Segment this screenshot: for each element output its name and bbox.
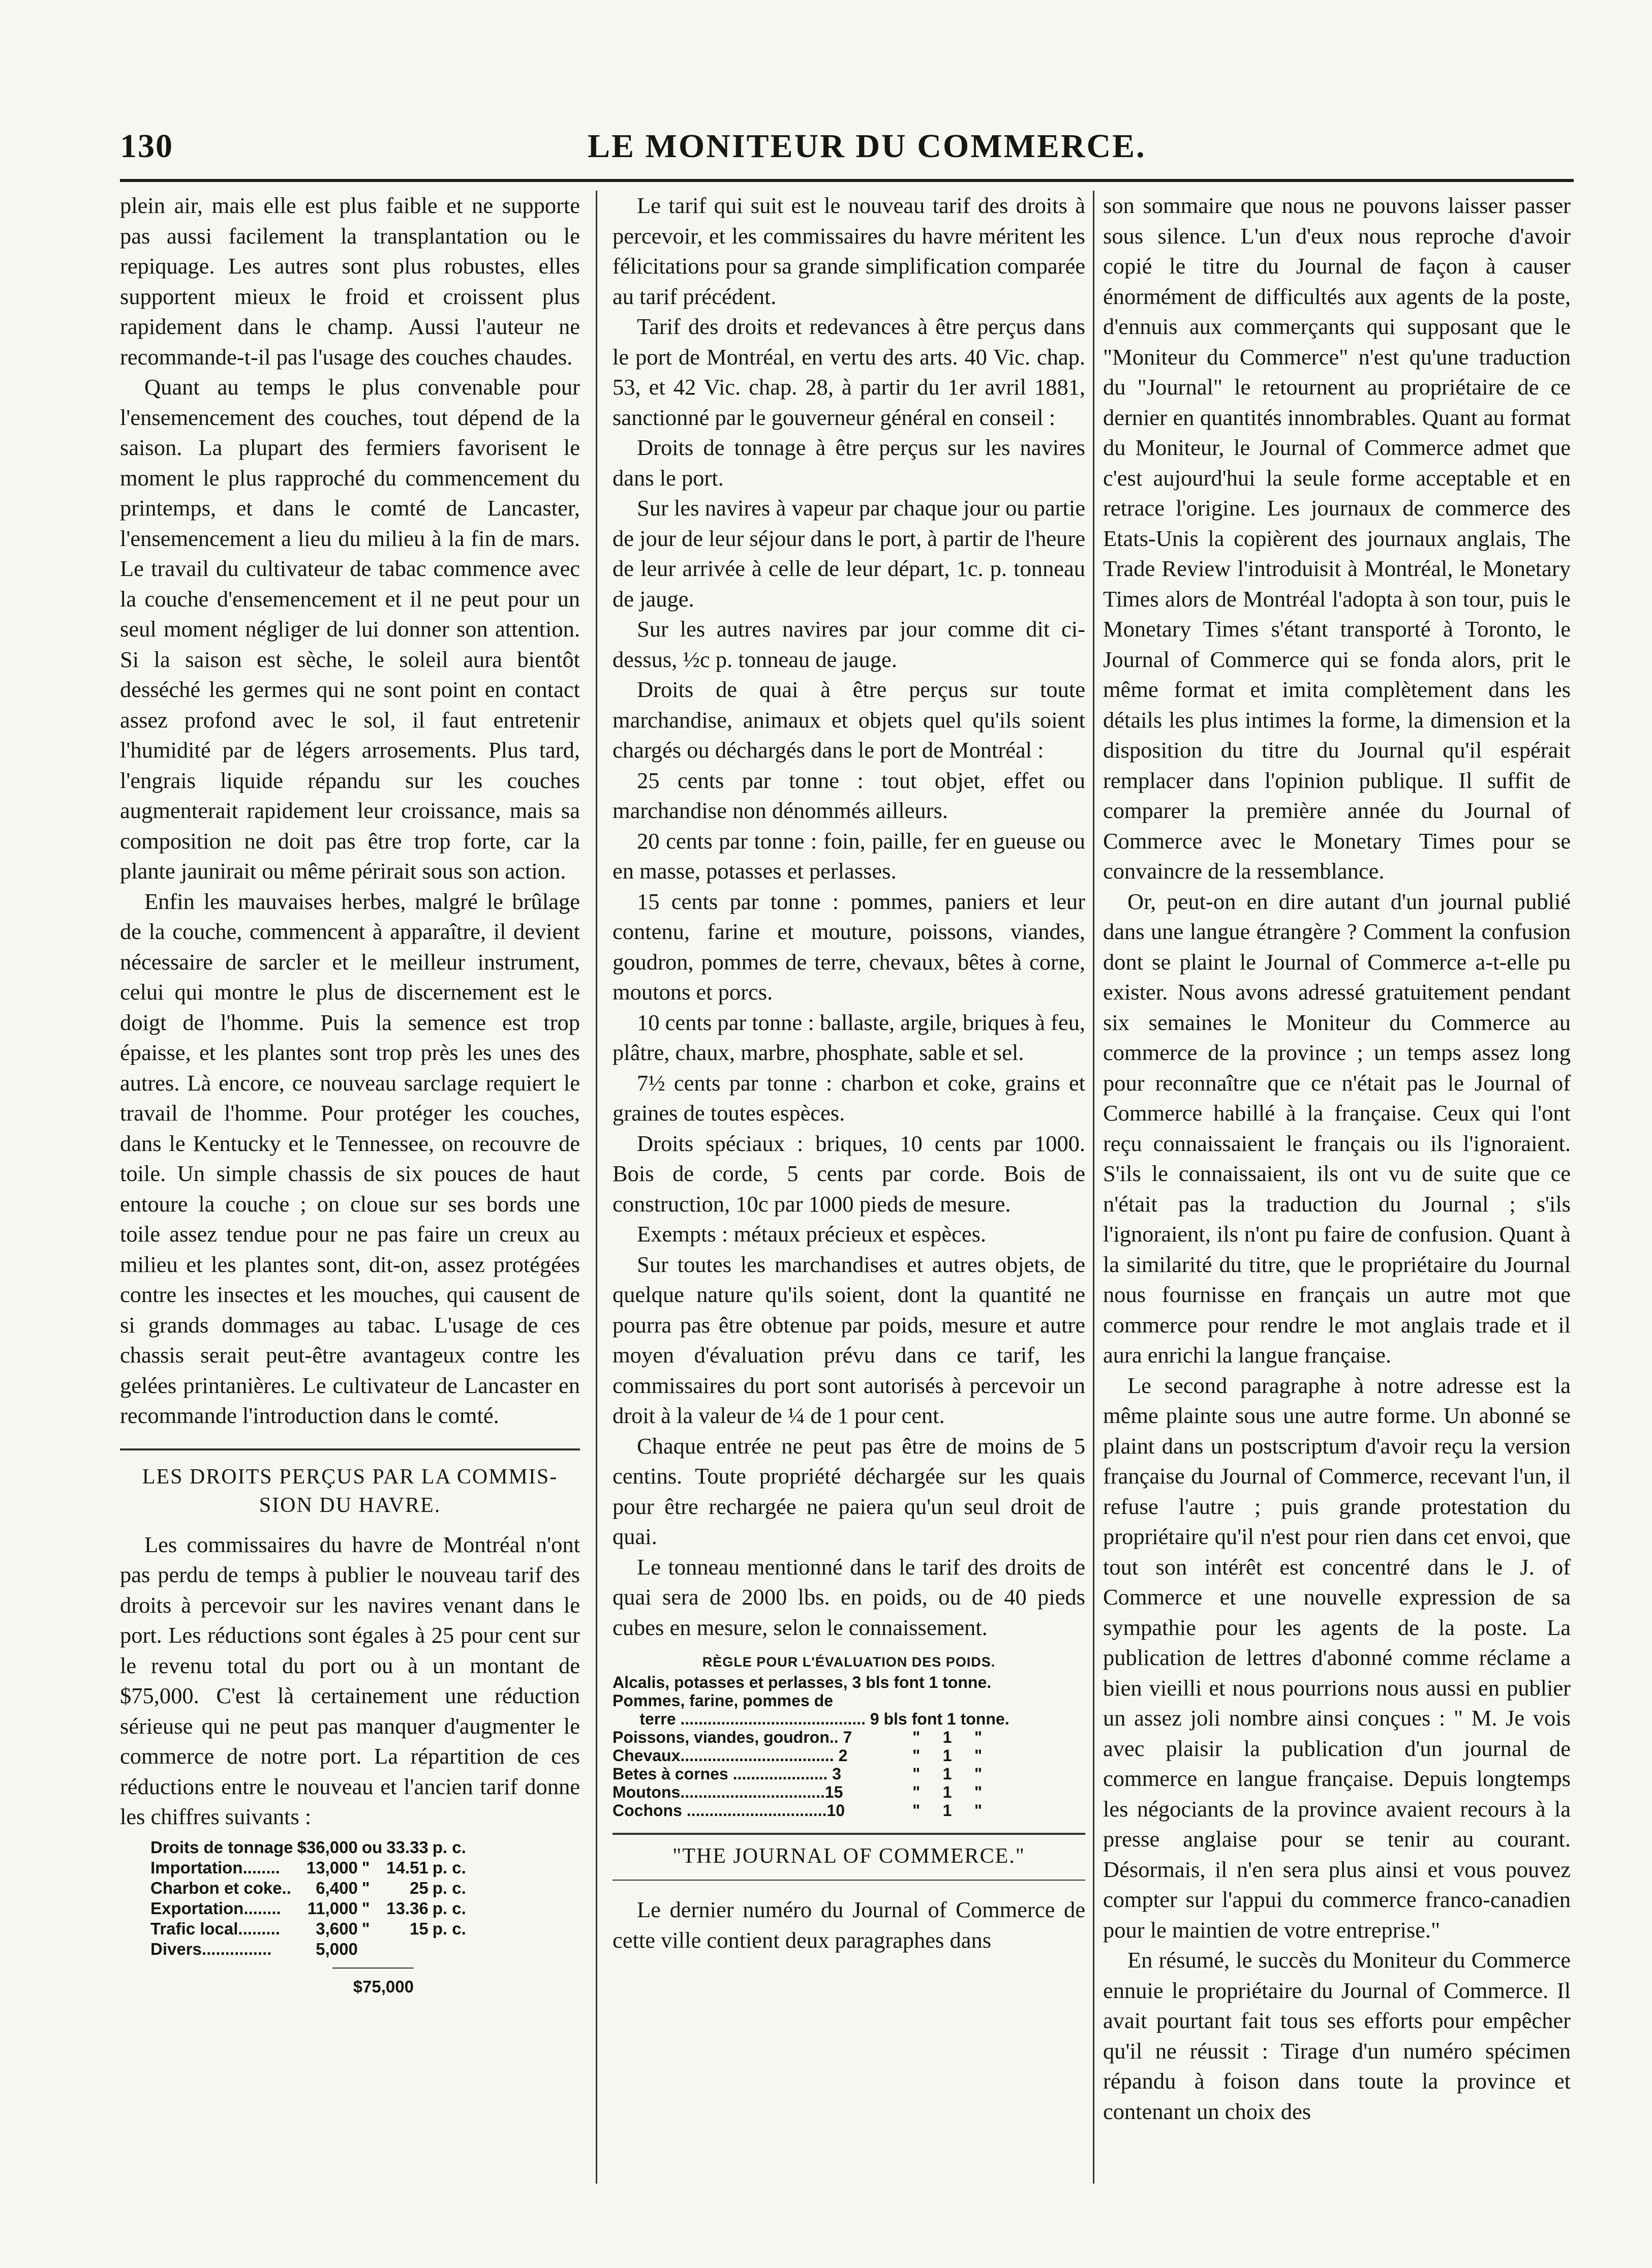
row-ou: ou (361, 1837, 383, 1857)
column-1 (120, 191, 580, 2184)
section-title-journal: "THE JOURNAL OF COMMERCE." (613, 1833, 1085, 1881)
paragraph: Les commissaires du havre de Montréal n'ont pas perdu de temps à publier le nouveau tarif des droits à percevoir sur les navires venant dans le port. Les réductions sont égales à 25 pour cent sur le revenu total du port ou à un montant de $75,000. C'est là certainement une réduction sérieuse qui ne peut pas manquer d'augmenter le commerce de notre port. La répartition de ces réductions entre le nouveau et l'ancien tarif donne les chiffres suivants : (120, 1531, 580, 1829)
weights-item: Betes à cornes ..................... 3 (613, 1765, 841, 1783)
row-pct: 14.51 (386, 1858, 429, 1877)
paragraph: Le dernier numéro du Journal of Commerce de cette ville contient deux paragraphes dans (613, 1897, 1085, 1953)
paragraph: En résumé, le succès du Moniteur du Commerce ennuie le propriétaire du Journal of Commerce. Il avait pourtant fait tous ses efforts pour empêcher qu'il ne réussit : Tirage d'un numéro spécimen répandu à foison dans toute la province et contenant un choix des (1103, 1947, 1571, 2124)
revenue-table (150, 1837, 470, 1959)
row-amount: 6,400 (316, 1878, 358, 1897)
weights-ratio: " 1 " (912, 1765, 983, 1783)
paragraph: 7½ cents par tonne : charbon et coke, grains et graines de toutes espèces. (613, 1070, 1085, 1126)
paragraph: Or, peut-on en dire autant d'un journal publié dans une langue étrangère ? Comment la confusion dont se plaint le Journal of Commerce a-t-elle pu exister. Nous avons adressé gratuitement pendant six semaines le Moniteur du Commerce au commerce de la province ; un temps assez long pour reconnaître que ce n'était pas le Journal of Commerce habillé à la française. Ceux qui l'ont reçu connaissaient le français ou ils l'ignoraient. S'ils le connaissaient, ils ont vu de suite que ce n'était pas la traduction du Journal ; s'ils l'ignoraient, ils n'ont pu faire de confusion. Quant à la similarité du titre, que le propriétaire du Journal nous fournisse en français un autre mot que commerce pour rendre le mot anglais trade et il aura enrichi la langue française. (1103, 888, 1571, 1368)
weights-ratio: " 1 " (912, 1801, 983, 1820)
row-label: Divers............... (150, 1939, 272, 1958)
section-title-line: SION DU HAVRE. (259, 1493, 441, 1517)
weights-title: RÈGLE POUR L'ÉVALUATION DES POIDS. (702, 1654, 996, 1670)
table-row (150, 1919, 470, 1939)
weights-item: terre ......................................... 9 bls font 1 tonne. (613, 1710, 1009, 1728)
row-unit (433, 1939, 470, 1959)
weights-table (613, 1653, 1085, 1820)
row-ou (362, 1939, 386, 1959)
row-ou: " (361, 1858, 370, 1877)
row-unit: p. c. (432, 1878, 466, 1897)
weights-item: Poissons, viandes, goudron.. 7 (613, 1728, 852, 1746)
paragraph: Droits de tonnage à être perçus sur les navires dans le port. (613, 435, 1085, 491)
section-title-line: LES DROITS PERÇUS PAR LA COMMIS- (142, 1465, 558, 1489)
weights-row (613, 1765, 1085, 1783)
table-row (150, 1858, 470, 1878)
row-pct: 13.36 (386, 1898, 429, 1918)
weights-item: Pommes, farine, pommes de (613, 1691, 833, 1710)
table-row (150, 1837, 470, 1858)
row-pct: 33.33 (386, 1837, 429, 1857)
table-row (150, 1898, 470, 1919)
paragraph: Quant au temps le plus convenable pour l'ensemencement des couches, tout dépend de la saison. La plupart des fermiers favorisent le moment le plus rapproché du commencement du printemps, et dans le comté de Lancaster, l'ensemencement a lieu du milieu à la fin de mars. Le travail du cultivateur de tabac commence avec la couche d'ensemencement et il ne peut pour un seul moment négliger de lui donner son attention. Si la saison est sèche, le soleil aura bientôt desséché les germes qui ne sont point en contact assez profond avec le sol, il faut entretenir l'humidité par de légers arrosements. Plus tard, l'engrais liquide répandu sur les couches augmenterait rapidement leur croissance, mais sa composition ne doit pas être trop forte, car la plante jaunirait ou même périrait sous son action. (120, 374, 580, 884)
paragraph: plein air, mais elle est plus faible et ne supporte pas aussi facilement la transplantation ou le repiquage. Les autres sont plus robustes, elles supportent mieux le froid et croissent plus rapidement dans le champ. Aussi l'auteur ne recommande-t-il pas l'usage des couches chaudes. (120, 193, 580, 370)
column-3 (1103, 191, 1571, 2184)
row-pct (386, 1939, 433, 1959)
journal-title: LE MONITEUR DU COMMERCE. (588, 128, 1146, 165)
weights-ratio: " 1 " (912, 1783, 983, 1801)
paragraph: Le second paragraphe à notre adresse est la même plainte sous une autre forme. Un abonné se plaint dans un postscriptum d'avoir reçu la version française du Journal of Commerce, recevant l'un, il refuse l'autre ; puis grande protestation du propriétaire qu'il n'est pour rien dans cet envoi, que tout son intérêt est concentré dans le J. of Commerce et une nouvelle expression de sa sympathie pour les agents de la poste. La publication de lettres d'abonné comme réclame a bien vieilli et nous pourrions nous aussi en publier un assez joli nombre ainsi conçues : " M. Je vois avec plaisir la publication d'un journal de commerce en langue française. Depuis longtemps les négociants de la province avaient recours à la presse anglaise pour se tenir au courant. Désormais, il n'en sera plus ainsi et vous pouvez compter sur l'appui du commerce franco-canadien pour le maintien de votre entreprise." (1103, 1372, 1571, 1943)
paragraph: Enfin les mauvaises herbes, malgré le brûlage de la couche, commencent à apparaître, il devient nécessaire de sarcler et le meilleur instrument, celui qui montre le plus de discernement est le doigt de l'homme. Puis la semence est trop épaisse, et les plantes sont trop près les unes des autres. Là encore, ce nouveau sarclage requiert le travail de l'homme. Pour protéger les couches, dans le Kentucky et le Tennessee, on recouvre de toile. Un simple chassis de six pouces de haut entoure la couche ; on cloue sur ses bords une toile assez tendue pour ne pas faire un creux au milieu et les plantes sont, dit-on, assez protégées contre les insectes et les mouches, qui causent de si grands dommages au tabac. L'usage de ces chassis serait peut-être avantageux contre les gelées printanières. Le cultivateur de Lancaster en recommande l'introduction dans le comté. (120, 888, 580, 1428)
paragraph: 25 cents par tonne : tout objet, effet ou marchandise non dénommés ailleurs. (613, 767, 1085, 823)
row-label: Charbon et coke.. (150, 1878, 291, 1897)
paragraph: 15 cents par tonne : pommes, paniers et leur contenu, farine et mouture, poissons, viandes, goudron, pommes de terre, chevaux, bêtes à corne, moutons et porcs. (613, 888, 1085, 1005)
row-ou: " (361, 1919, 370, 1938)
row-pct: 15 (410, 1919, 429, 1938)
weights-row (613, 1783, 1085, 1801)
row-amount: $36,000 (297, 1837, 358, 1857)
weights-ratio: " 1 " (912, 1746, 983, 1765)
row-amount: 5,000 (316, 1939, 358, 1958)
weights-item: Chevaux.................................. 2 (613, 1746, 848, 1765)
paragraph: son sommaire que nous ne pouvons laisser passer sous silence. L'un d'eux nous reproche d'avoir copié le titre du Journal de façon à causer énormément de difficultés aux agents de la poste, d'ennuis aux commerçants qui supposant que le "Moniteur du Commerce" n'est qu'une traduction du "Journal" le retournent au propriétaire de ce dernier en quantités innombrables. Quant au format du Moniteur, le Journal of Commerce admet que c'est aujourd'hui la seule forme acceptable et en retrace l'origine. Les journaux de commerce des Etats-Unis la copièrent des journaux anglais, The Trade Review l'introduisit à Montréal, le Monetary Times alors de Montréal l'adopta à son tour, puis le Monetary Times s'étant transporté à Toronto, le Journal of Commerce qui se fonda alors, prit le même format et imita complètement dans les détails les plus intimes la forme, la dimension et la disposition du titre du Journal qu'il espérait remplacer dans l'opinion publique. Il suffit de comparer la première année du Journal of Commerce avec le Monetary Times pour se convaincre de la ressemblance. (1103, 193, 1571, 884)
weights-ratio: " 1 " (912, 1728, 983, 1746)
column-divider (1093, 191, 1094, 2184)
weights-row (613, 1673, 1085, 1691)
paragraph: 10 cents par tonne : ballaste, argile, briques à feu, plâtre, chaux, marbre, phosphate, sable et sel. (613, 1009, 1085, 1065)
row-amount: 11,000 (307, 1898, 358, 1918)
weights-row (613, 1691, 1085, 1710)
paragraph: Droits spéciaux : briques, 10 cents par 1000. Bois de corde, 5 cents par corde. Bois de construction, 10c par 1000 pieds de mesure. (613, 1130, 1085, 1217)
paragraph: Sur les autres navires par jour comme dit ci-dessus, ½c p. tonneau de jauge. (613, 616, 1085, 672)
row-amount: 3,600 (316, 1919, 358, 1938)
row-pct: 25 (410, 1878, 429, 1897)
paragraph: Exempts : métaux précieux et espèces. (637, 1221, 987, 1247)
table-row (150, 1939, 470, 1959)
paragraph: Sur les navires à vapeur par chaque jour ou partie de jour de leur séjour dans le port, à partir de l'heure de leur arrivée à celle de leur départ, 1c. p. tonneau de jauge. (613, 495, 1085, 612)
paragraph: Droits de quai à être perçus sur toute marchandise, animaux et objets quel qu'ils soient chargés ou déchargés dans le port de Montréal : (613, 677, 1085, 763)
row-label: Trafic local......... (150, 1919, 280, 1938)
section-title-droits (120, 1448, 580, 1520)
paragraph: 20 cents par tonne : foin, paille, fer en gueuse ou en masse, potasses et perlasses. (613, 828, 1085, 884)
weights-row (613, 1710, 1085, 1728)
weights-item: Moutons................................15 (613, 1783, 843, 1801)
weights-item: Cochons ...............................10 (613, 1801, 845, 1820)
paragraph: Sur toutes les marchandises et autres objets, de quelque nature qu'ils soient, dont la quantité ne pourra pas être obtenue par poids, mesure et autre moyen d'évaluation prévu dans ce tarif, les commissaires du port sont autorisés à percevoir un droit à la valeur de ¼ de 1 pour cent. (613, 1251, 1085, 1428)
row-unit: p. c. (432, 1858, 466, 1877)
paragraph: Chaque entrée ne peut pas être de moins de 5 centins. Toute propriété déchargée sur les quais pour être rechargée ne paiera qu'un seul droit de quai. (613, 1433, 1085, 1549)
page-header (120, 127, 1574, 178)
weights-item: Alcalis, potasses et perlasses, 3 bls font 1 tonne. (613, 1673, 992, 1691)
weights-row (613, 1728, 1085, 1746)
row-ou: " (361, 1878, 370, 1897)
row-label: Importation........ (150, 1858, 280, 1877)
row-unit: p. c. (432, 1898, 466, 1918)
table-row (150, 1878, 470, 1898)
row-unit: p. c. (432, 1919, 466, 1938)
column-2 (613, 191, 1085, 2184)
paragraph: Tarif des droits et redevances à être perçus dans le port de Montréal, en vertu des arts. 40 Vic. chap. 53, et 42 Vic. chap. 28, à partir du 1er avril 1881, sanctionné par le gouverneur général en conseil : (613, 314, 1085, 430)
weights-row (613, 1801, 1085, 1820)
row-ou: " (361, 1898, 370, 1918)
column-divider (596, 191, 597, 2184)
paragraph: Le tarif qui suit est le nouveau tarif des droits à percevoir, et les commissaires du havre méritent les félicitations pour sa grande simplification comparée au tarif précédent. (613, 193, 1085, 309)
weights-row (613, 1746, 1085, 1765)
revenue-total: $75,000 (332, 1968, 414, 2002)
row-label: Exportation........ (150, 1898, 281, 1918)
row-amount: 13,000 (306, 1858, 358, 1877)
header-rule (120, 179, 1574, 182)
row-label: Droits de tonnage (150, 1837, 293, 1857)
row-unit: p. c. (432, 1837, 466, 1857)
paragraph: Le tonneau mentionné dans le tarif des droits de quai sera de 2000 lbs. en poids, ou de 40 pieds cubes en mesure, selon le connaissement. (613, 1554, 1085, 1640)
page-number: 130 (120, 128, 173, 165)
